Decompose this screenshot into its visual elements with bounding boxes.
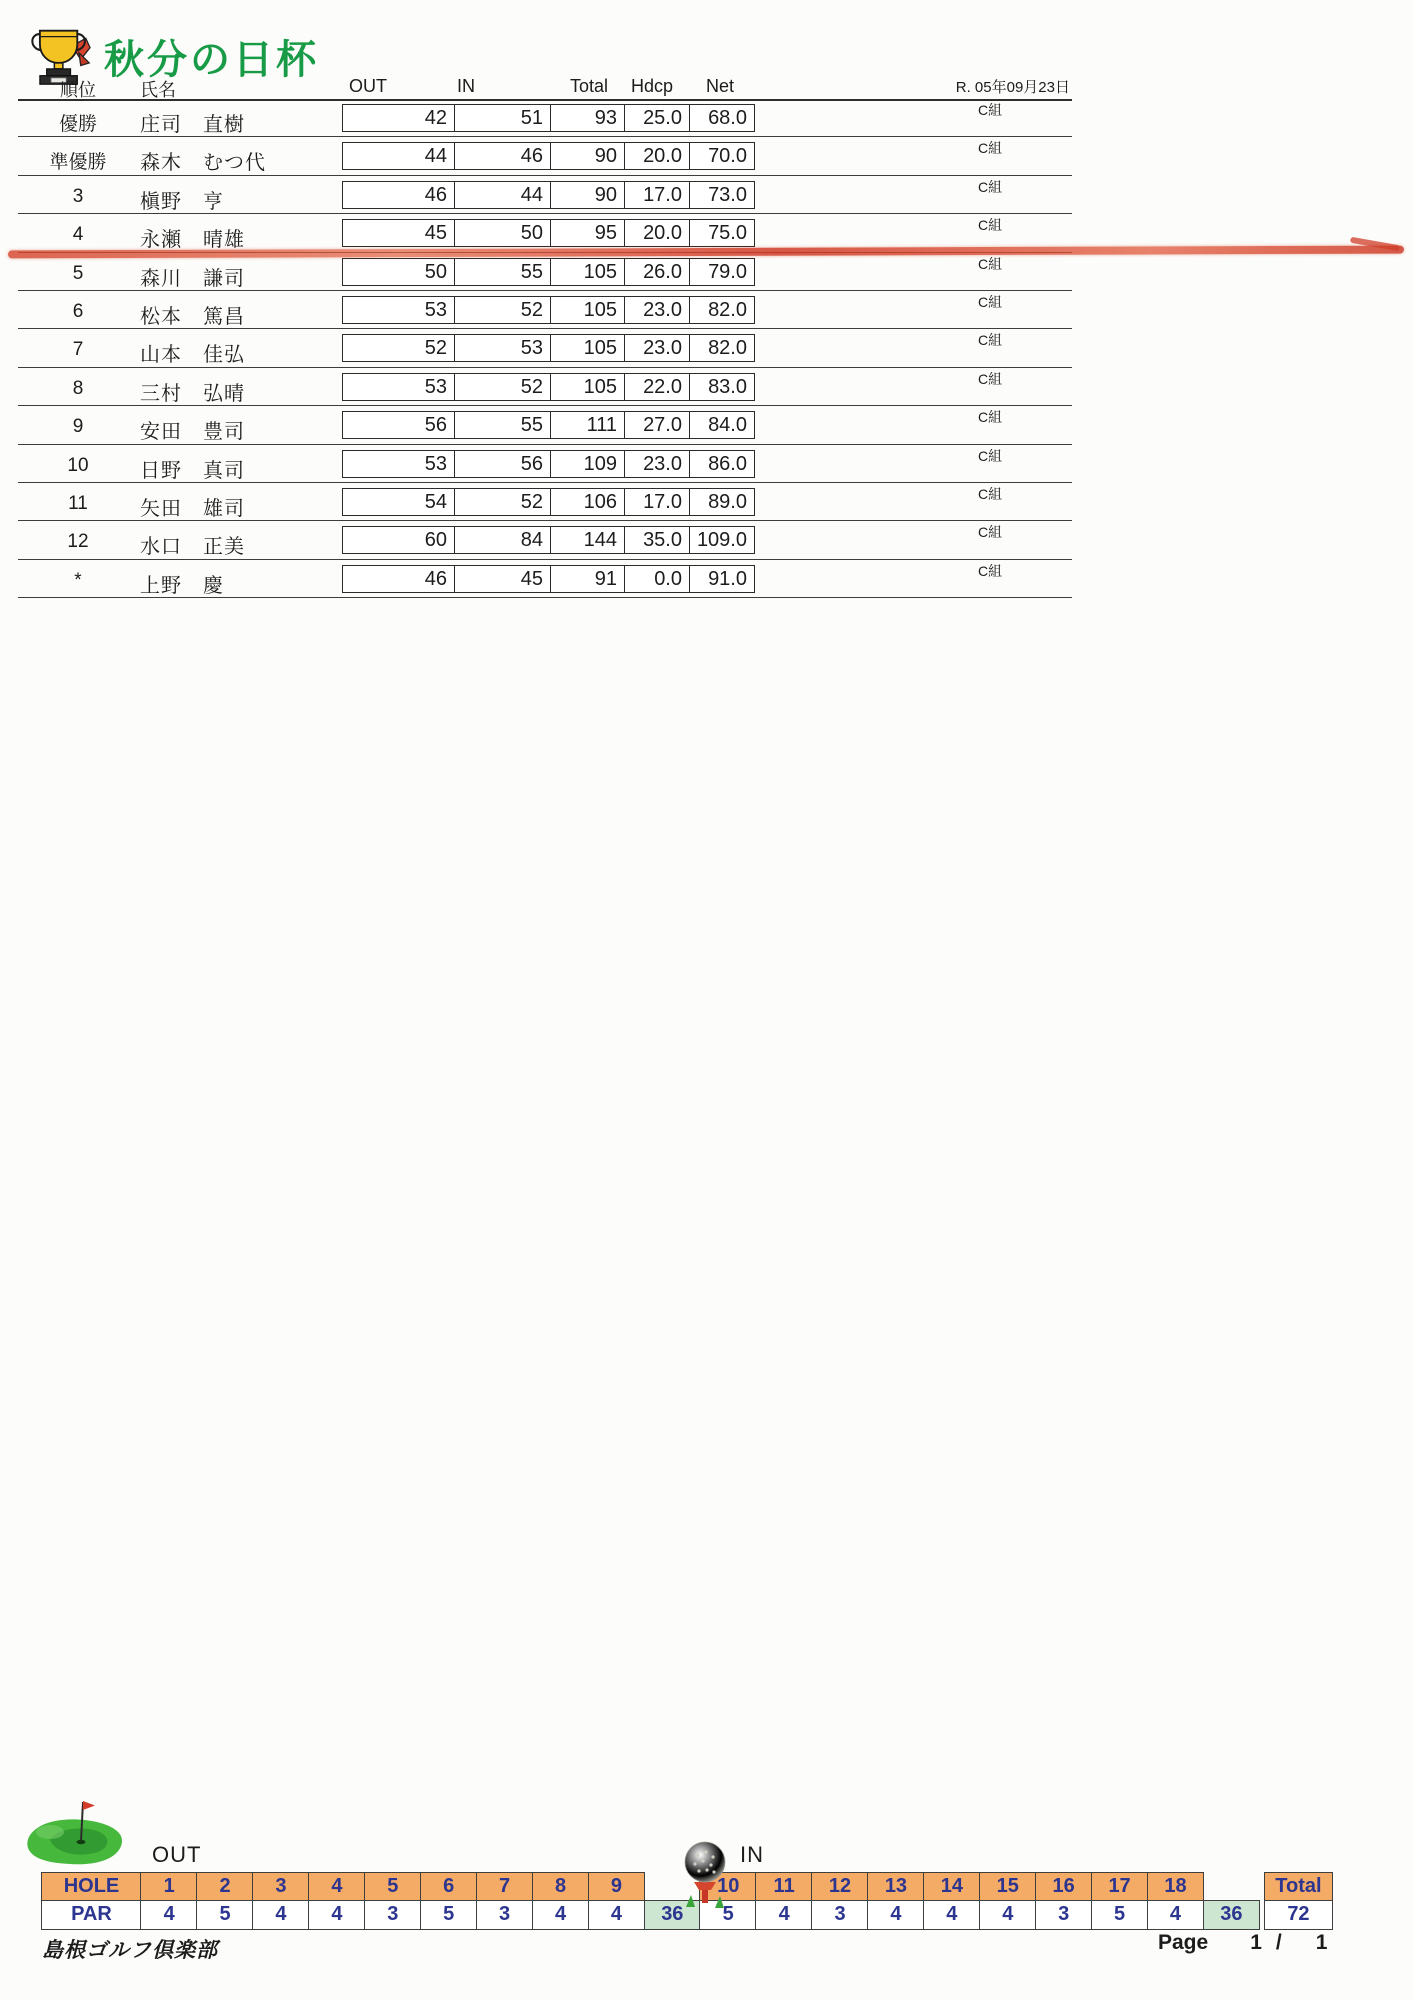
score-cells [342, 334, 755, 362]
table-row [18, 483, 1072, 521]
net-score: 82.0 [690, 334, 755, 362]
net-score: 68.0 [690, 104, 755, 132]
score-cells [342, 258, 755, 286]
hdcp-value: 35.0 [625, 526, 690, 554]
total-score: 111 [551, 411, 625, 439]
out-score: 45 [342, 219, 455, 247]
par-value: 4 [308, 1900, 366, 1930]
net-score: 89.0 [690, 488, 755, 516]
group-label: C組 [978, 447, 1003, 464]
net-score: 82.0 [690, 296, 755, 324]
out-score: 53 [342, 296, 455, 324]
player-name: 松本 篤昌 [140, 305, 245, 328]
page-total: 1 [1315, 1931, 1328, 1954]
group-label: C組 [978, 370, 1003, 387]
player-name: 森木 むつ代 [140, 152, 266, 175]
hole-number: 16 [1035, 1872, 1093, 1902]
out-score: 52 [342, 334, 455, 362]
player-name: 上野 慶 [140, 574, 224, 597]
in-score: 55 [455, 411, 551, 439]
hdcp-value: 22.0 [625, 373, 690, 401]
hole-number: 8 [532, 1872, 590, 1902]
out-score: 54 [342, 488, 455, 516]
in-section-label: IN [740, 1842, 764, 1867]
header-out: OUT [349, 76, 387, 96]
rank-cell: 12 [67, 531, 89, 553]
out-score: 44 [342, 142, 455, 170]
rank-cell: 11 [68, 492, 88, 514]
group-label: C組 [978, 178, 1003, 195]
in-score: 52 [455, 373, 551, 401]
player-name: 水口 正美 [140, 536, 245, 559]
net-score: 70.0 [690, 142, 755, 170]
par-value: 5 [420, 1900, 478, 1930]
rank-cell: 優勝 [58, 114, 97, 135]
player-name: 庄司 直樹 [140, 114, 245, 136]
par-value: 4 [979, 1900, 1037, 1930]
rank-cell: 3 [72, 185, 84, 207]
score-cells [342, 526, 755, 554]
header-name: 氏名 [140, 80, 176, 100]
group-label: C組 [978, 485, 1003, 502]
hdcp-value: 17.0 [625, 488, 690, 516]
par-row-label: PAR [41, 1900, 142, 1930]
total-header: Total [1264, 1872, 1333, 1902]
score-cells [342, 296, 755, 324]
total-score: 93 [551, 104, 625, 132]
in-score: 44 [455, 181, 551, 209]
par-value: 3 [476, 1900, 534, 1930]
hole-number: 4 [308, 1872, 366, 1902]
table-row [18, 560, 1072, 598]
par-value: 4 [1147, 1900, 1205, 1930]
golf-green-flag-icon [20, 1796, 130, 1874]
in-score: 52 [455, 296, 551, 324]
out-par-sum: 36 [644, 1900, 702, 1930]
in-score: 45 [455, 565, 551, 593]
hdcp-value: 20.0 [625, 219, 690, 247]
total-score: 105 [551, 373, 625, 401]
par-value: 5 [699, 1900, 757, 1930]
in-par-sum: 36 [1203, 1900, 1261, 1930]
score-cells [342, 565, 755, 593]
hole-number: 18 [1147, 1872, 1205, 1902]
hole-number: 3 [252, 1872, 310, 1902]
total-score: 144 [551, 526, 625, 554]
par-value: 3 [1035, 1900, 1093, 1930]
net-score: 84.0 [690, 411, 755, 439]
player-name: 森川 謙司 [140, 267, 245, 290]
hdcp-value: 23.0 [625, 296, 690, 324]
net-score: 91.0 [690, 565, 755, 593]
header-rank: 順位 [60, 80, 96, 100]
hole-number: 17 [1091, 1872, 1149, 1902]
group-label: C組 [978, 102, 1003, 118]
hole-number: 14 [923, 1872, 981, 1902]
out-score: 50 [342, 258, 455, 286]
par-value: 5 [196, 1900, 254, 1930]
out-score: 56 [342, 411, 455, 439]
player-name: 日野 真司 [140, 459, 245, 482]
table-row [18, 445, 1072, 483]
table-row [18, 521, 1072, 559]
group-label: C組 [978, 140, 1003, 157]
in-sum-spacer [1203, 1872, 1261, 1902]
in-score: 56 [455, 450, 551, 478]
club-name: 島根ゴルフ倶楽部 [42, 1939, 218, 1962]
out-score: 46 [342, 565, 455, 593]
par-value: 3 [364, 1900, 422, 1930]
player-name: 山本 佳弘 [140, 344, 245, 367]
par-value: 4 [252, 1900, 310, 1930]
hole-number: 2 [196, 1872, 254, 1902]
rank-cell: 6 [72, 300, 84, 322]
group-label: C組 [978, 524, 1003, 541]
rank-cell: 4 [72, 224, 84, 246]
page-separator: / [1275, 1931, 1282, 1954]
score-cells [342, 411, 755, 439]
group-label: C組 [978, 217, 1003, 234]
header-in: IN [457, 76, 475, 96]
hdcp-value: 27.0 [625, 411, 690, 439]
hdcp-value: 23.0 [625, 334, 690, 362]
hdcp-value: 23.0 [625, 450, 690, 478]
net-score: 83.0 [690, 373, 755, 401]
group-label: C組 [978, 562, 1003, 579]
total-score: 105 [551, 296, 625, 324]
group-label: C組 [978, 409, 1003, 426]
hole-header-label: HOLE [41, 1872, 142, 1902]
score-cells [342, 219, 755, 247]
page-footer [1158, 1931, 1327, 1955]
player-name: 永瀬 晴雄 [140, 229, 245, 252]
group-label: C組 [978, 255, 1003, 272]
total-score: 95 [551, 219, 625, 247]
net-score: 86.0 [690, 450, 755, 478]
rank-cell: 5 [72, 262, 84, 284]
group-label: C組 [978, 332, 1003, 349]
player-name: 矢田 雄司 [140, 497, 245, 520]
total-par: 72 [1264, 1900, 1333, 1930]
hole-number: 9 [588, 1872, 646, 1902]
in-score: 84 [455, 526, 551, 554]
net-score: 75.0 [690, 219, 755, 247]
table-row [18, 329, 1072, 367]
total-score: 106 [551, 488, 625, 516]
hole-number: 13 [867, 1872, 925, 1902]
player-name: 安田 豊司 [140, 421, 245, 444]
player-name: 三村 弘晴 [140, 382, 245, 405]
hdcp-value: 0.0 [625, 565, 690, 593]
hdcp-value: 17.0 [625, 181, 690, 209]
in-score: 55 [455, 258, 551, 286]
table-row [18, 291, 1072, 329]
hdcp-value: 20.0 [625, 142, 690, 170]
rank-cell: * [74, 569, 82, 591]
header-hdcp: Hdcp [630, 76, 674, 96]
report-date: R. 05年09月23日 [955, 79, 1070, 96]
rank-cell: 9 [72, 416, 84, 438]
score-cells [342, 104, 755, 132]
total-score: 90 [551, 142, 625, 170]
in-score: 50 [455, 219, 551, 247]
player-name: 槇野 亨 [140, 190, 224, 213]
table-row [18, 406, 1072, 444]
out-score: 53 [342, 450, 455, 478]
total-score: 105 [551, 258, 625, 286]
table-row [18, 253, 1072, 291]
hole-number: 6 [420, 1872, 478, 1902]
score-cells [342, 142, 755, 170]
in-score: 53 [455, 334, 551, 362]
out-section-label: OUT [152, 1842, 202, 1867]
in-score: 46 [455, 142, 551, 170]
total-score: 91 [551, 565, 625, 593]
header-total: Total [569, 76, 609, 96]
hdcp-value: 26.0 [625, 258, 690, 286]
par-value: 3 [811, 1900, 869, 1930]
hdcp-value: 25.0 [625, 104, 690, 132]
par-value: 4 [755, 1900, 813, 1930]
out-score: 42 [342, 104, 455, 132]
total-score: 105 [551, 334, 625, 362]
rank-cell: 準優勝 [49, 152, 107, 174]
out-score: 60 [342, 526, 455, 554]
in-score: 51 [455, 104, 551, 132]
hole-number: 10 [699, 1872, 757, 1902]
table-row [18, 99, 1072, 137]
par-value: 4 [867, 1900, 925, 1930]
par-value: 4 [588, 1900, 646, 1930]
header-net: Net [705, 76, 734, 96]
total-score: 90 [551, 181, 625, 209]
results-rows [18, 99, 1072, 598]
hole-number: 1 [140, 1872, 198, 1902]
page-title: 秋分の日杯 [104, 38, 319, 82]
table-row [18, 176, 1072, 214]
golf-ball-tee-icon [682, 1836, 728, 1912]
par-value: 4 [923, 1900, 981, 1930]
net-score: 79.0 [690, 258, 755, 286]
net-score: 73.0 [690, 181, 755, 209]
hole-number: 15 [979, 1872, 1037, 1902]
hole-number: 7 [476, 1872, 534, 1902]
hole-number: 11 [755, 1872, 813, 1902]
out-score: 53 [342, 373, 455, 401]
rank-cell: 10 [67, 454, 89, 476]
total-score: 109 [551, 450, 625, 478]
table-row [18, 368, 1072, 406]
rank-cell: 8 [72, 377, 84, 399]
in-score: 52 [455, 488, 551, 516]
score-cells [342, 488, 755, 516]
table-row [18, 137, 1072, 175]
results-header [18, 72, 1072, 101]
score-cells [342, 450, 755, 478]
net-score: 109.0 [690, 526, 755, 554]
page-label: Page [1158, 1931, 1209, 1954]
out-score: 46 [342, 181, 455, 209]
score-cells [342, 373, 755, 401]
par-value: 4 [140, 1900, 198, 1930]
score-cells [342, 181, 755, 209]
group-label: C組 [978, 293, 1003, 310]
rank-cell: 7 [72, 339, 84, 361]
hole-number: 12 [811, 1872, 869, 1902]
par-value: 5 [1091, 1900, 1149, 1930]
page-current: 1 [1250, 1931, 1262, 1954]
par-value: 4 [532, 1900, 590, 1930]
hole-number: 5 [364, 1872, 422, 1902]
